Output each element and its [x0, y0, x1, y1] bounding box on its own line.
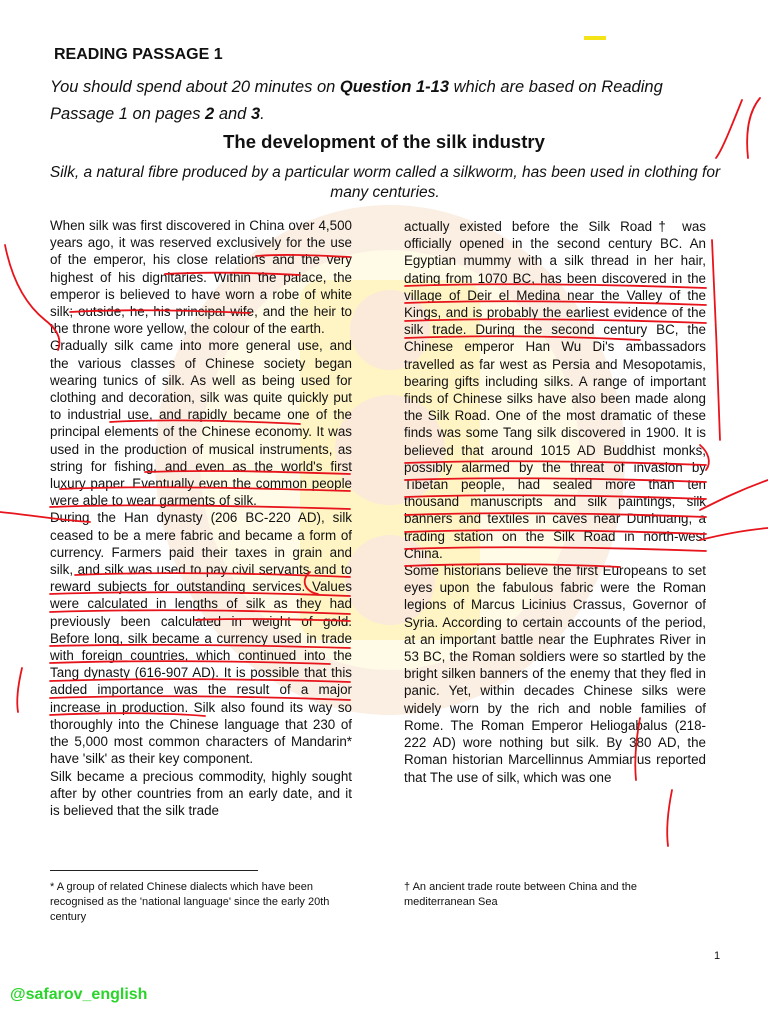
instruction-page-a: 2 [205, 105, 215, 123]
footnote-divider [50, 870, 258, 871]
instruction-page-b: 3 [250, 105, 261, 123]
instruction-part4: . [260, 105, 265, 123]
ink-right-margin-vertical [712, 240, 720, 440]
right-column [404, 218, 706, 786]
ink-right-margin-swoosh-2 [700, 528, 768, 540]
passage-title: The development of the silk industry [223, 131, 545, 152]
left-paragraph-2: Gradually silk came into more general use, and the various classes of Chinese society began wearing tunics of silk. As well as being used for clothing and decoration, silk was quite quickly put to industrial use, and rapidly became one of the principal elements of the Chinese economy. It was used in the production of musical instruments, as string for fishing, and even as the world's first luxury paper. Eventually even the common people were able to wear garments of silk. [50, 338, 352, 509]
instruction-part2: which are based on Reading Passage 1 on pages [50, 78, 663, 123]
right-paragraph-1: actually existed before the Silk Road† was officially opened in the second century BC. An Egyptian mummy with a silk thread in her hair, dating from 1070 BC, has been discovered in the village of Deir el Medina near the Valley of the Kings, and is probably the earliest evidence of the silk trade. During the second century BC, the Chinese emperor Han Wu Di's ambassadors travelled as far west as Persia and Mesopotamis, bearing gifts including silks. A range of important finds of Chinese silks have also been made along the Silk Road. One of the most dramatic of these finds was some Tang silk discovered in 1900. It is believed that around 1015 AD Buddhist monks, possibly alarmed by the threat of invasion by Tibetan people, had sealed more than ten thousand manuscripts and silk paintings, silk banners and textiles in caves near Dunhuang, a trading station on the Silk Road in north-west China. [404, 219, 706, 561]
left-paragraph-3: During the Han dynasty (206 BC-220 AD), silk ceased to be a mere fabric and became a form of currency. Farmers paid their taxes in grain and silk, and silk was used to pay civil servants and to reward subjects for outstanding services. Values were calculated in lengths of silk as they had previously been calculated in weight of gold. Before long, silk became a currency used in trade with foreign countries, which continued into the Tang dynasty (616-907 AD). It is possible that this added importance was the result of a major increase in production. Silk also found its way so thoroughly into the Chinese language that 230 of the 5,000 most common characters of Mandarin* have 'silk' as their key component. [50, 510, 352, 767]
ink-left-bracket [17, 668, 22, 712]
yellow-highlight-mark [584, 36, 606, 40]
footnote-mandarin: * A group of related Chinese dialects which have been recognised as the 'national language' since the early 20th century [50, 881, 330, 923]
ink-vertical-bottom-right [667, 790, 672, 846]
page-number: 1 [714, 950, 721, 962]
passage-subtitle: Silk, a natural fibre produced by a particular worm called a silkworm, has been used in clothing for many centuries. [49, 164, 721, 201]
instruction-question-range: Question 1-13 [339, 78, 450, 96]
left-paragraph-1: When silk was first discovered in China over 4,500 years ago, it was reserved exclusively for the use of the emperor, his close relations and the very highest of his dignitaries. Within the palace, the emperor is believed to have worn a robe of white silk; outside, he, his principal wife, and the heir to the throne wore yellow, the colour of the earth. [50, 218, 352, 337]
right-paragraph-2: Some historians believe the first Europeans to set eyes upon the fabulous fabric were the Roman legions of Marcus Licinius Crassus, Governor of Syria. According to certain accounts of the period, at an important battle near the Euphrates River in 53 BC, the Roman soldiers were so startled by the bright silken banners of the enemy that they fled in panic. Yet, within decades Chinese silks were widely worn by the rich and noble families of Rome. The Roman Emperor Heliogabalus (218-222 AD) wore nothing but silk. By 380 AD, the Roman historian Marcellinnus Ammianus reported that The use of silk, which was one [404, 563, 706, 785]
instruction-part3: and [214, 105, 251, 123]
instruction-text [50, 74, 720, 128]
section-heading: READING PASSAGE 1 [54, 46, 223, 63]
author-handle: @safarov_english [10, 986, 148, 1003]
left-paragraph-4: Silk became a precious commodity, highly sought after by other countries from an early date, and it is believed that the silk trade [50, 768, 352, 818]
instruction-part1: You should spend about 20 minutes on [50, 78, 340, 96]
ink-right-margin-swoosh-1 [700, 480, 768, 510]
left-column [50, 217, 352, 819]
footnote-silk-road: † An ancient trade route between China and the mediterranean Sea [404, 881, 638, 908]
